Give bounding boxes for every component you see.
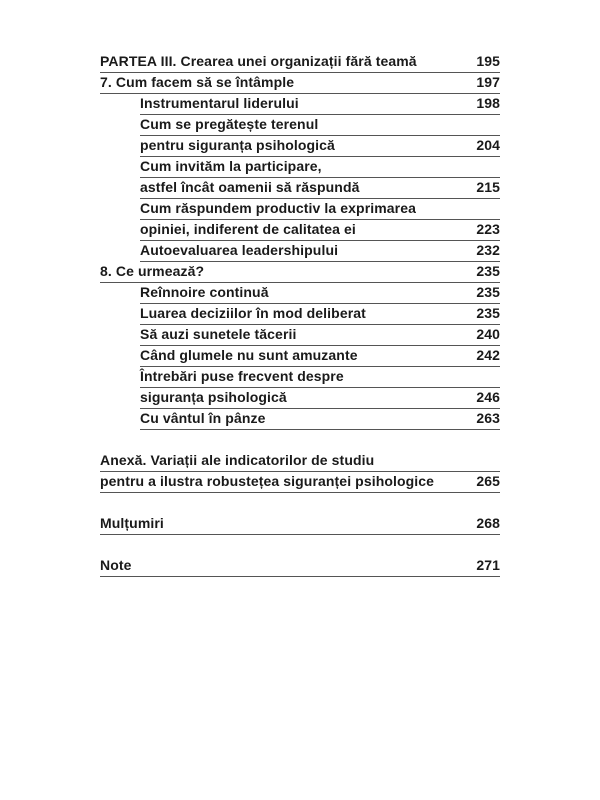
toc-entry-chapter-8 bbox=[100, 261, 500, 283]
toc-entry-label: 8. Ce urmează? bbox=[100, 263, 205, 279]
toc-entry-label: Note bbox=[100, 557, 132, 573]
toc-entry-label: astfel încât oamenii să răspundă bbox=[140, 179, 360, 195]
toc-entry-autoevaluarea bbox=[140, 240, 500, 262]
toc-entry-raspundem-line2 bbox=[140, 219, 500, 241]
toc-entry-page: 235 bbox=[476, 305, 500, 321]
toc-entry-invitam-line1 bbox=[140, 156, 500, 178]
toc-entry-reinnoire bbox=[140, 282, 500, 304]
toc-entry-luarea bbox=[140, 303, 500, 325]
toc-entry-chapter-7 bbox=[100, 72, 500, 94]
toc-entry-note bbox=[100, 555, 500, 577]
toc-entry-label: Anexă. Variații ale indicatorilor de studiu bbox=[100, 452, 375, 468]
toc-entry-label: PARTEA III. Crearea unei organizații fără teamă bbox=[100, 53, 417, 69]
toc-entry-page: 215 bbox=[476, 179, 500, 195]
toc-entry-page: 242 bbox=[476, 347, 500, 363]
toc-entry-sunetele bbox=[140, 324, 500, 346]
toc-entry-instrumentarul bbox=[140, 93, 500, 115]
toc-entry-page: 235 bbox=[476, 263, 500, 279]
toc-entry-page: 198 bbox=[476, 95, 500, 111]
toc-entry-page: 240 bbox=[476, 326, 500, 342]
toc-entry-label: opiniei, indiferent de calitatea ei bbox=[140, 221, 356, 237]
toc-entry-vantul bbox=[140, 408, 500, 430]
toc-entry-page: 223 bbox=[476, 221, 500, 237]
toc-entry-label: siguranța psihologică bbox=[140, 389, 287, 405]
toc-entry-label: Întrebări puse frecvent despre bbox=[140, 368, 344, 384]
toc-entry-invitam-line2 bbox=[140, 177, 500, 199]
toc-entry-page: 268 bbox=[476, 515, 500, 531]
toc-entry-page: 246 bbox=[476, 389, 500, 405]
toc-entry-page: 271 bbox=[476, 557, 500, 573]
toc-entry-label: Luarea deciziilor în mod deliberat bbox=[140, 305, 366, 321]
toc-entry-label: Autoevaluarea leadershipului bbox=[140, 242, 339, 258]
toc-entry-multumiri bbox=[100, 513, 500, 535]
toc-entry-page: 195 bbox=[476, 53, 500, 69]
toc-entry-label: Mulțumiri bbox=[100, 515, 164, 531]
toc-entry-label: Cum invităm la participare, bbox=[140, 158, 322, 174]
toc-entry-page: 197 bbox=[476, 74, 500, 90]
toc-entry-label: Să auzi sunetele tăcerii bbox=[140, 326, 297, 342]
toc-entry-label: Instrumentarul liderului bbox=[140, 95, 299, 111]
toc-entry-raspundem-line1 bbox=[140, 198, 500, 220]
toc-entry-label: pentru a ilustra robustețea siguranței psihologice bbox=[100, 473, 435, 489]
toc-entry-page: 263 bbox=[476, 410, 500, 426]
toc-entry-label: Cum se pregătește terenul bbox=[140, 116, 319, 132]
toc-entry-anexa-line1 bbox=[100, 450, 500, 472]
toc-entry-label: Cu vântul în pânze bbox=[140, 410, 266, 426]
toc-entry-page: 235 bbox=[476, 284, 500, 300]
toc-entry-label: Cum răspundem productiv la exprimarea bbox=[140, 200, 417, 216]
toc-entry-page: 204 bbox=[476, 137, 500, 153]
toc-entry-glumele bbox=[140, 345, 500, 367]
toc-entry-terenul-line2 bbox=[140, 135, 500, 157]
toc-entry-label: Când glumele nu sunt amuzante bbox=[140, 347, 358, 363]
toc-entry-label: 7. Cum facem să se întâmple bbox=[100, 74, 295, 90]
toc-entry-page: 265 bbox=[476, 473, 500, 489]
toc-entry-intrebari-line1 bbox=[140, 366, 500, 388]
toc-entry-anexa-line2 bbox=[100, 471, 500, 493]
toc-entry-intrebari-line2 bbox=[140, 387, 500, 409]
toc-entry-terenul-line1 bbox=[140, 114, 500, 136]
toc-entry-label: Reînnoire continuă bbox=[140, 284, 269, 300]
toc-entry-page: 232 bbox=[476, 242, 500, 258]
toc-entry-partea-3 bbox=[100, 51, 500, 73]
toc-entry-label: pentru siguranța psihologică bbox=[140, 137, 335, 153]
